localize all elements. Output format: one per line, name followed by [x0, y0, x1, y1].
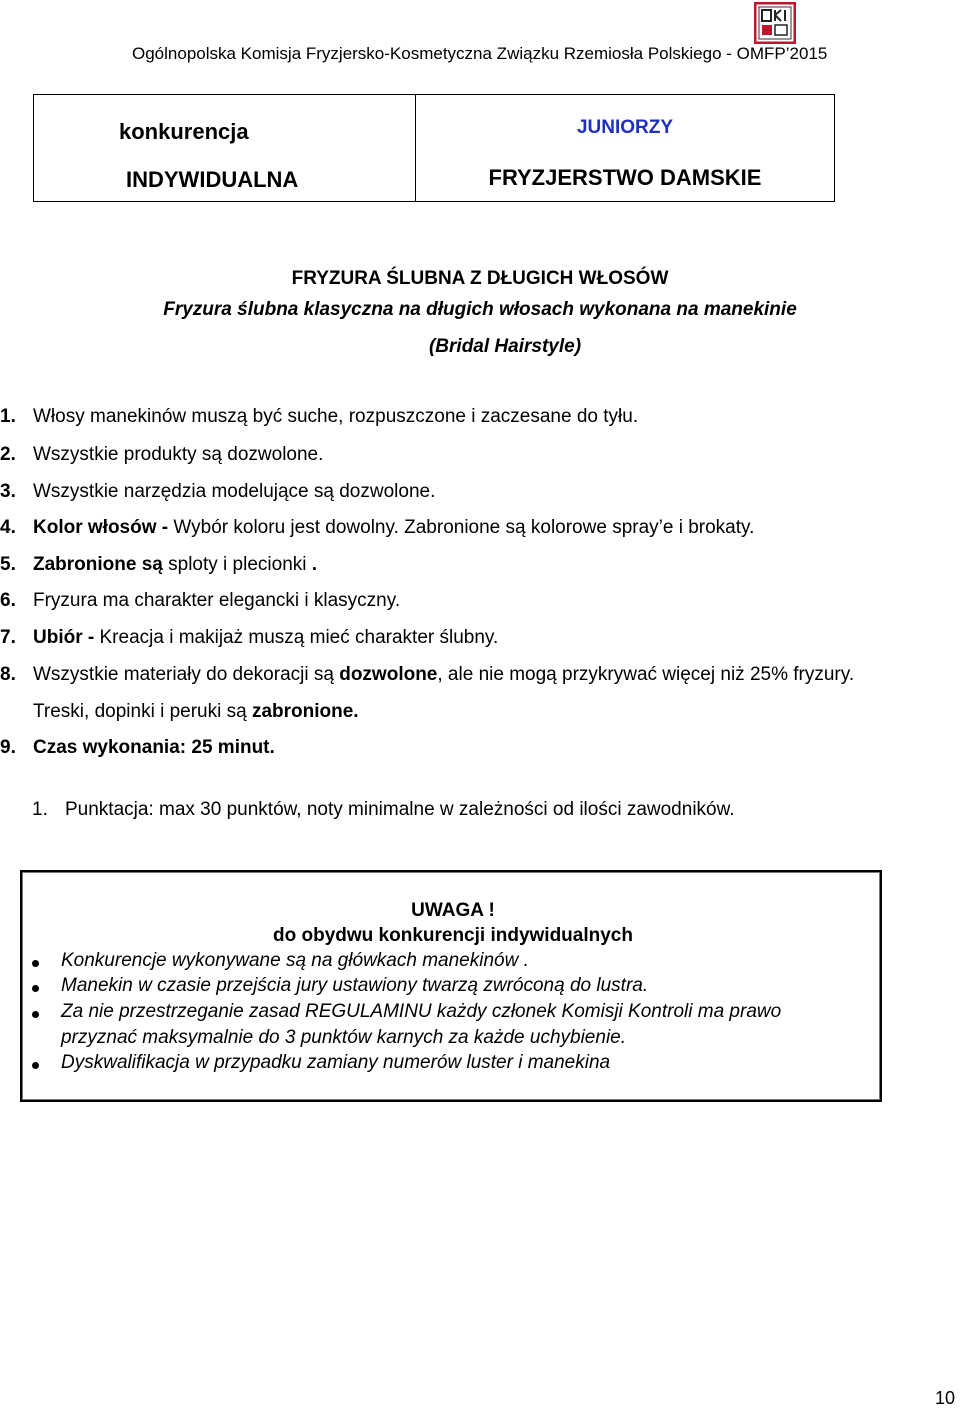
notice-bullet-text: Konkurencje wykonywane są na główkach manekinów .: [61, 950, 529, 971]
rule-number: 6.: [0, 590, 16, 611]
competition-type: INDYWIDUALNA: [126, 167, 299, 192]
scoring-number: 1.: [32, 799, 48, 820]
rule-text: Kreacja i makijaż muszą mieć charakter ślubny.: [99, 627, 499, 648]
rule-bold-text: Zabronione są: [33, 554, 169, 575]
category-right-cell: [416, 95, 834, 201]
rule-text-after: , ale nie mogą przykrywać więcej niż 25% fryzury.: [437, 664, 855, 685]
rule-text: Wszystkie produkty są dozwolone.: [33, 444, 324, 465]
notice-subheading: do obydwu konkurencji indywidualnych: [273, 925, 633, 946]
main-title: FRYZURA ŚLUBNA Z DŁUGICH WŁOSÓW: [291, 268, 669, 289]
notice-bullet-text: Dyskwalifikacja w przypadku zamiany numerów luster i manekina: [61, 1052, 611, 1073]
rule-bold-text: Ubiór -: [33, 627, 100, 648]
rule-number: 7.: [0, 627, 16, 648]
page-number: 10: [935, 1388, 956, 1408]
bullet-icon: [32, 985, 39, 992]
rule-text: Wybór koloru jest dowolny. Zabronione są kolorowe spray’e i brokaty.: [173, 517, 755, 538]
notice-box: [20, 870, 882, 1102]
english-title: (Bridal Hairstyle): [428, 336, 582, 357]
rule-number: 8.: [0, 664, 16, 685]
rule-number: 2.: [0, 444, 16, 465]
rule-bold-suffix: .: [306, 554, 318, 575]
subtitle: Fryzura ślubna klasyczna na długich włosach wykonana na manekinie: [163, 299, 797, 320]
category-table: [33, 94, 835, 202]
notice-heading: UWAGA !: [411, 900, 495, 921]
age-category: JUNIORZY: [576, 117, 674, 138]
competition-label: konkurencja: [119, 119, 249, 144]
rule-text: Treski, dopinki i peruki są: [33, 701, 252, 722]
rule-number: 3.: [0, 481, 16, 502]
notice-bullet-text-continued: przyznać maksymalnie do 3 punktów karnych za każde uchybienie.: [61, 1027, 627, 1048]
notice-bullet-text: Manekin w czasie przejścia jury ustawiony twarzą zwróconą do lustra.: [61, 975, 649, 996]
discipline-title: FRYZJERSTWO DAMSKIE: [488, 165, 762, 190]
rule-number: 4.: [0, 517, 16, 538]
rule-text: sploty i plecionki: [168, 554, 307, 575]
rule-bold-text: Czas wykonania: 25 minut.: [33, 737, 275, 758]
rule-bold-text: Kolor włosów -: [33, 517, 174, 538]
rule-number: 9.: [0, 737, 16, 758]
rule-number: 1.: [0, 406, 16, 427]
rule-text: Włosy manekinów muszą być suche, rozpuszczone i zaczesane do tyłu.: [33, 406, 639, 427]
category-left-cell: [34, 95, 416, 201]
rule-bold-text: zabronione.: [251, 701, 359, 722]
rule-bold-text: dozwolone: [339, 664, 438, 685]
organization-header: Ogólnopolska Komisja Fryzjersko-Kosmetyczna Związku Rzemiosła Polskiego - OMFP’2015: [132, 44, 828, 63]
rule-text: Fryzura ma charakter elegancki i klasyczny.: [33, 590, 401, 611]
scoring-text: Punktacja: max 30 punktów, noty minimalne w zależności od ilości zawodników.: [65, 799, 735, 820]
bullet-icon: [32, 1011, 39, 1018]
rule-text: Wszystkie materiały do dekoracji są: [33, 664, 340, 685]
omfp-logo-icon: [754, 2, 796, 44]
rule-text: Wszystkie narzędzia modelujące są dozwolone.: [33, 481, 436, 502]
bullet-icon: [32, 960, 39, 967]
rule-number: 5.: [0, 554, 16, 575]
bullet-icon: [32, 1062, 39, 1069]
notice-bullet-text: Za nie przestrzeganie zasad REGULAMINU każdy członek Komisji Kontroli ma prawo: [61, 1001, 782, 1022]
